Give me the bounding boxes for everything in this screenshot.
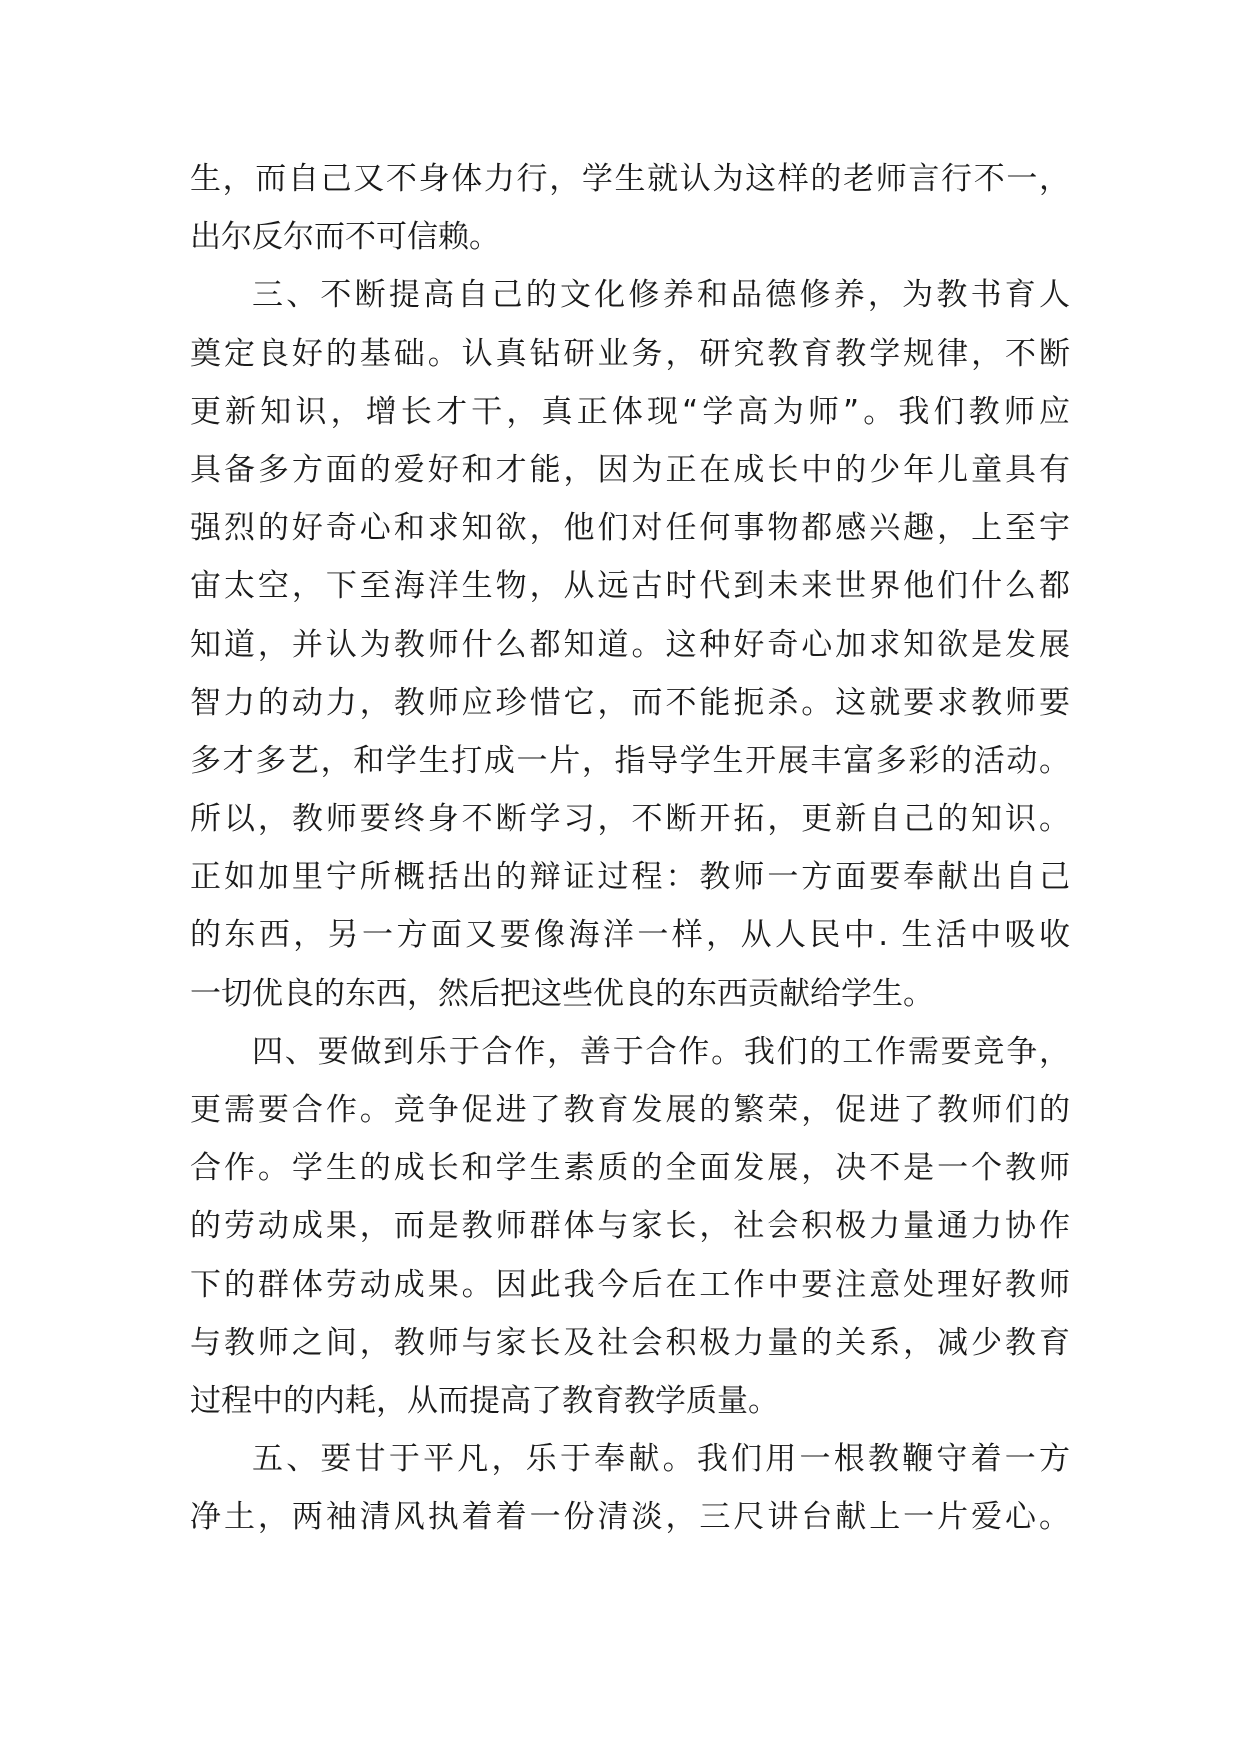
paragraph-first-line: 三、不断提高自己的文化修养和品德修养，为教书育人 [252, 277, 1070, 314]
text-line: 奠定良好的基础。认真钻研业务，研究教育教学规律，不断 [190, 335, 1070, 372]
text-line: 下的群体劳动成果。因此我今后在工作中要注意处理好教师 [190, 1266, 1070, 1303]
text-line: 的劳动成果，而是教师群体与家长，社会积极力量通力协作 [190, 1208, 1070, 1245]
text-line: 过程中的内耗，从而提高了教育教学质量。 [190, 1382, 779, 1419]
paragraph-first-line: 五、要甘于平凡，乐于奉献。我们用一根教鞭守着一方 [252, 1441, 1070, 1478]
text-line: 净土，两袖清风执着着一份清淡，三尺讲台献上一片爱心。 [190, 1499, 1070, 1536]
text-line: 强烈的好奇心和求知欲，他们对任何事物都感兴趣，上至宇 [190, 510, 1070, 547]
text-line: 更需要合作。竞争促进了教育发展的繁荣，促进了教师们的 [190, 1092, 1070, 1128]
text-line: 具备多方面的爱好和才能，因为正在成长中的少年儿童具有 [190, 451, 1070, 488]
text-line: 宙太空，下至海洋生物，从远古时代到未来世界他们什么都 [190, 568, 1070, 605]
text-line: 出尔反尔而不可信赖。 [190, 219, 500, 256]
text-line: 所以，教师要终身不断学习，不断开拓，更新自己的知识。 [190, 801, 1070, 838]
text-line: 多才多艺，和学生打成一片，指导学生开展丰富多彩的活动。 [190, 742, 1070, 779]
text-line: 的东西，另一方面又要像海洋一样，从人民中. 生活中吸收 [190, 917, 1070, 954]
paragraph-first-line: 四、要做到乐于合作，善于合作。我们的工作需要竞争， [252, 1033, 1070, 1070]
text-line: 智力的动力，教师应珍惜它，而不能扼杀。这就要求教师要 [190, 684, 1070, 721]
text-line: 一切优良的东西，然后把这些优良的东西贡献给学生。 [190, 975, 934, 1012]
text-line: 与教师之间，教师与家长及社会积极力量的关系，减少教育 [190, 1324, 1070, 1361]
text-line: 正如加里宁所概括出的辩证过程：教师一方面要奉献出自己 [190, 859, 1070, 896]
text-line: 合作。学生的成长和学生素质的全面发展，决不是一个教师 [190, 1150, 1070, 1187]
text-line: 生，而自己又不身体力行，学生就认为这样的老师言行不一， [190, 161, 1070, 197]
body-text [190, 150, 1070, 1547]
text-line: 知道，并认为教师什么都知道。这种好奇心加求知欲是发展 [190, 626, 1070, 663]
text-line: 更新知识，增长才干，真正体现“学高为师”。我们教师应 [190, 393, 1070, 430]
